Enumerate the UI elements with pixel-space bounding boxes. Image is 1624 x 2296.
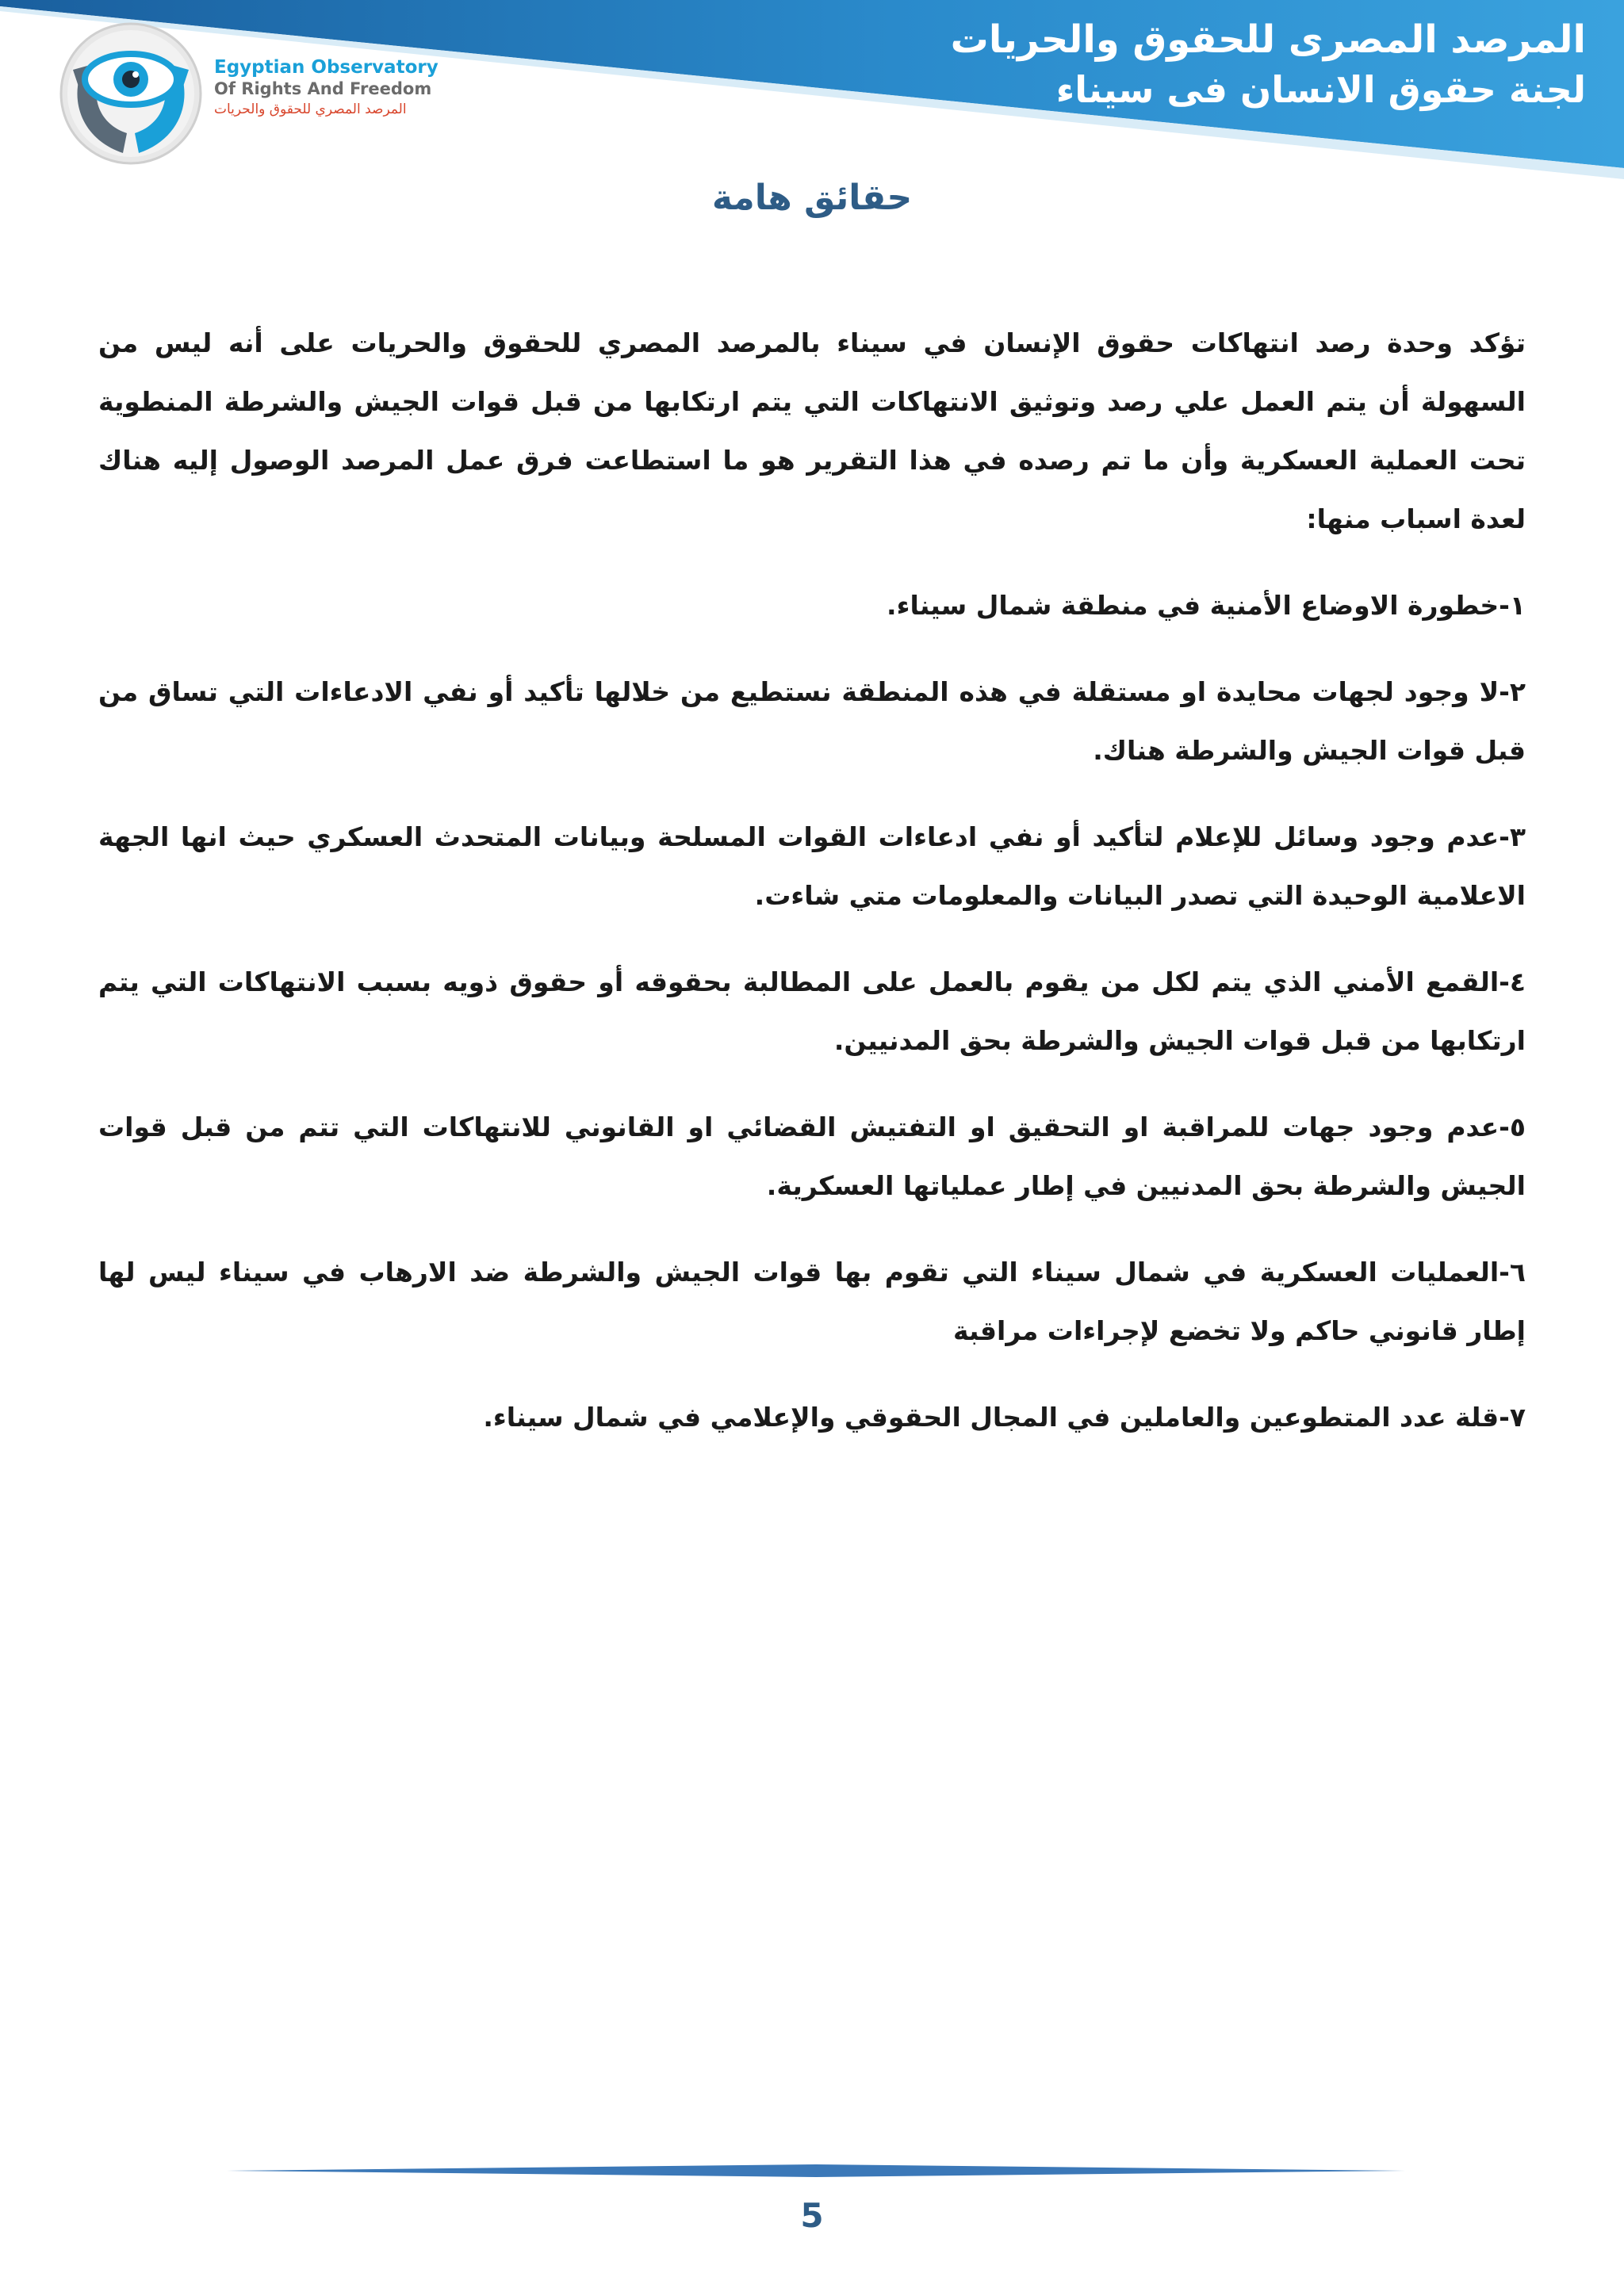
footer-divider xyxy=(227,2164,1405,2177)
list-item: ٥-عدم وجود جهات للمراقبة او التحقيق او التفتيش القضائي او القانوني للانتهاكات التي تتم من قبل قوات الجيش والشرطة بحق المدنيين في إطار عملياتها العسكرية. xyxy=(98,1112,1526,1201)
header-title-line-1: المرصد المصرى للحقوق والحريات xyxy=(950,17,1586,62)
logo-text-english-1: Egyptian Observatory xyxy=(214,57,439,78)
page-number: 5 xyxy=(800,2196,824,2235)
header-title-line-2: لجنة حقوق الانسان فى سيناء xyxy=(1055,68,1586,111)
list-item: ٧-قلة عدد المتطوعين والعاملين في المجال الحقوقي والإعلامي في شمال سيناء. xyxy=(483,1402,1526,1433)
intro-paragraph: تؤكد وحدة رصد انتهاكات حقوق الإنسان في سيناء بالمرصد المصري للحقوق والحريات على أنه ليس من السهولة أن يتم العمل علي رصد وتوثيق الانتهاكات التي يتم ارتكابها من قبل قوات الجيش والشرطة المنطوية تحت العملية العسكرية وأن ما تم رصده في هذا التقرير هو ما استطاعت فرق عمل المرصد الوصول إليه هناك لعدة اسباب منها: xyxy=(98,327,1526,534)
list-item: ٤-القمع الأمني الذي يتم لكل من يقوم بالعمل على المطالبة بحقوقه أو حقوق ذويه بسبب الانتهاكات التي يتم ارتكابها من قبل قوات الجيش والشرطة بحق المدنيين. xyxy=(98,966,1526,1056)
document-body xyxy=(98,314,1526,1475)
list-item: ١-خطورة الاوضاع الأمنية في منطقة شمال سيناء. xyxy=(887,590,1526,621)
logo-text-arabic: المرصد المصري للحقوق والحريات xyxy=(214,101,407,117)
observatory-logo-icon xyxy=(56,22,206,165)
list-item: ٣-عدم وجود وسائل للإعلام لتأكيد أو نفي ادعاءات القوات المسلحة وبيانات المتحدث العسكري حيث انها الجهة الاعلامية الوحيدة التي تصدر البيانات والمعلومات متي شاءت. xyxy=(98,821,1526,911)
page-title: حقائق هامة xyxy=(711,178,913,218)
list-item: ٦-العمليات العسكرية في شمال سيناء التي تقوم بها قوات الجيش والشرطة ضد الارهاب في سيناء ليس لها إطار قانوني حاكم ولا تخضع لإجراءات مراقبة xyxy=(98,1257,1526,1346)
logo-text-english-2: Of Rights And Freedom xyxy=(214,79,432,98)
list-item: ٢-لا وجود لجهات محايدة او مستقلة في هذه المنطقة نستطيع من خلالها تأكيد أو نفي الادعاءات التي تساق من قبل قوات الجيش والشرطة هناك. xyxy=(98,676,1526,766)
